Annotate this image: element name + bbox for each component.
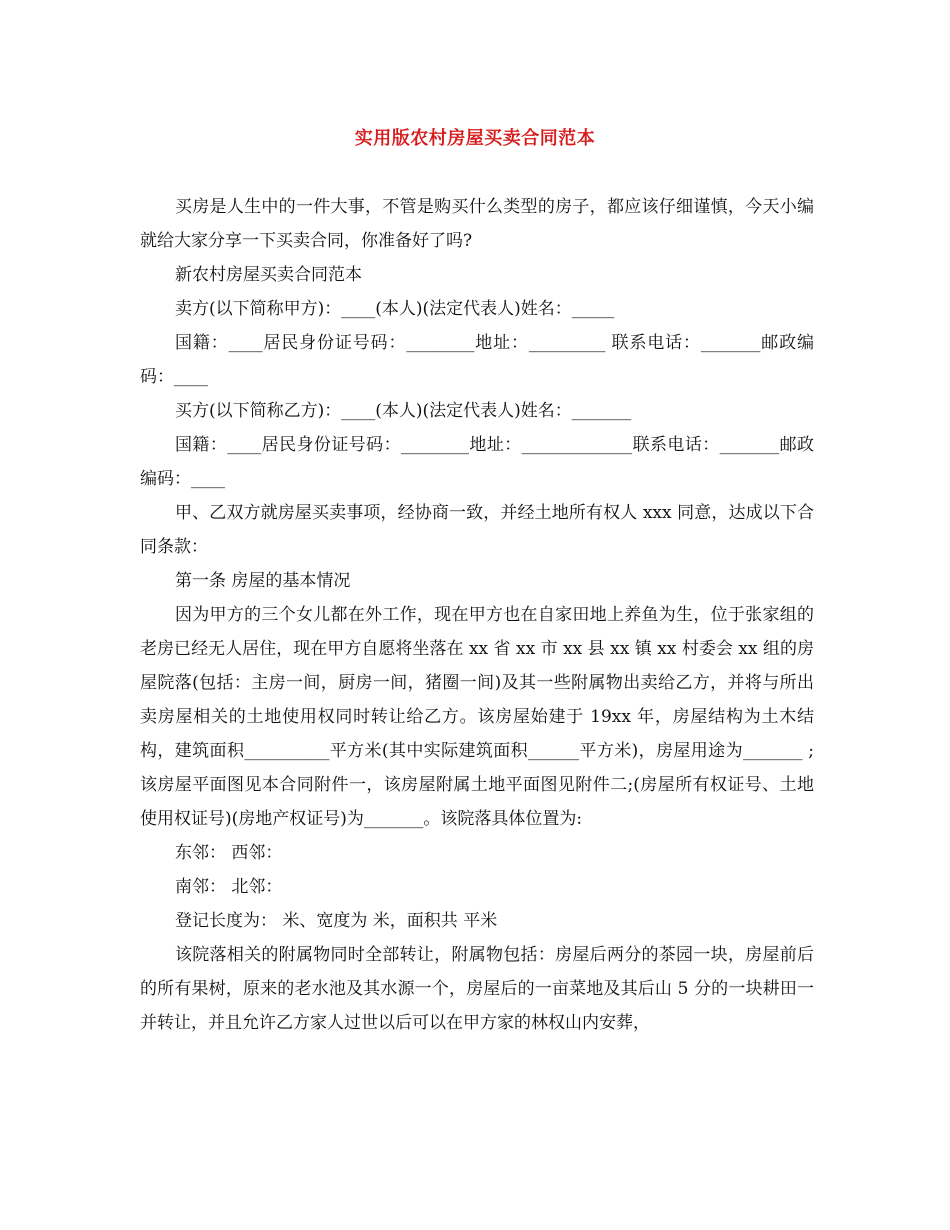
east-west-neighbors: 东邻： 西邻： — [175, 843, 283, 863]
seller-details: 国籍：____居民身份证号码：________地址：_________ 联系电话：_______邮政编码：____ — [140, 333, 814, 387]
buyer-line: 买方(以下简称乙方)：____(本人)(法定代表人)姓名：_______ — [175, 401, 632, 421]
contract-subtitle: 新农村房屋买卖合同范本 — [175, 265, 362, 285]
buyer-details: 国籍：____居民身份证号码：________地址：_____________联系电话：_______邮政编码：____ — [140, 435, 814, 489]
document-title: 实用版农村房屋买卖合同范本 — [354, 128, 596, 149]
dimensions-line: 登记长度为： 米、宽度为 米，面积共 平米 — [175, 911, 498, 931]
south-north-neighbors: 南邻： 北邻： — [175, 877, 283, 897]
agreement-paragraph: 甲、乙双方就房屋买卖事项，经协商一致，并经土地所有权人 xxx 同意，达成以下合同条款： — [140, 503, 814, 557]
article-one-heading: 第一条 房屋的基本情况 — [175, 571, 351, 591]
house-description-paragraph: 因为甲方的三个女儿都在外工作，现在甲方也在自家田地上养鱼为生，位于张家组的老房已经无人居住，现在甲方自愿将坐落在 xx 省 xx 市 xx 县 xx 镇 xx 村委会 xx 组的房屋院落(包括：主房一间，厨房一间，猪圈一间)及其一些附属物出卖给乙方，并将与所出卖房屋相关的土地使用权同时转让给乙方。该房屋始建于 19xx 年，房屋结构为土木结构，建筑面积__________平方米(其中实际建筑面积______平方米)，房屋用途为_______ ;该房屋平面图见本合同附件一，该房屋附属土地平面图见附件二;(房屋所有权证号、土地使用权证号)(房地产权证号)为_______。该院落具体位置为: — [140, 605, 814, 829]
document-body — [140, 190, 814, 1040]
seller-line: 卖方(以下简称甲方)：____(本人)(法定代表人)姓名：_____ — [175, 299, 615, 319]
attachments-paragraph: 该院落相关的附属物同时全部转让，附属物包括：房屋后两分的茶园一块，房屋前后的所有果树，原来的老水池及其水源一个，房屋后的一亩菜地及其后山 5 分的一块耕田一并转让，并且允许乙方家人过世以后可以在甲方家的林权山内安葬， — [140, 945, 814, 1033]
intro-paragraph: 买房是人生中的一件大事，不管是购买什么类型的房子，都应该仔细谨慎，今天小编就给大家分享一下买卖合同，你准备好了吗? — [140, 197, 814, 251]
